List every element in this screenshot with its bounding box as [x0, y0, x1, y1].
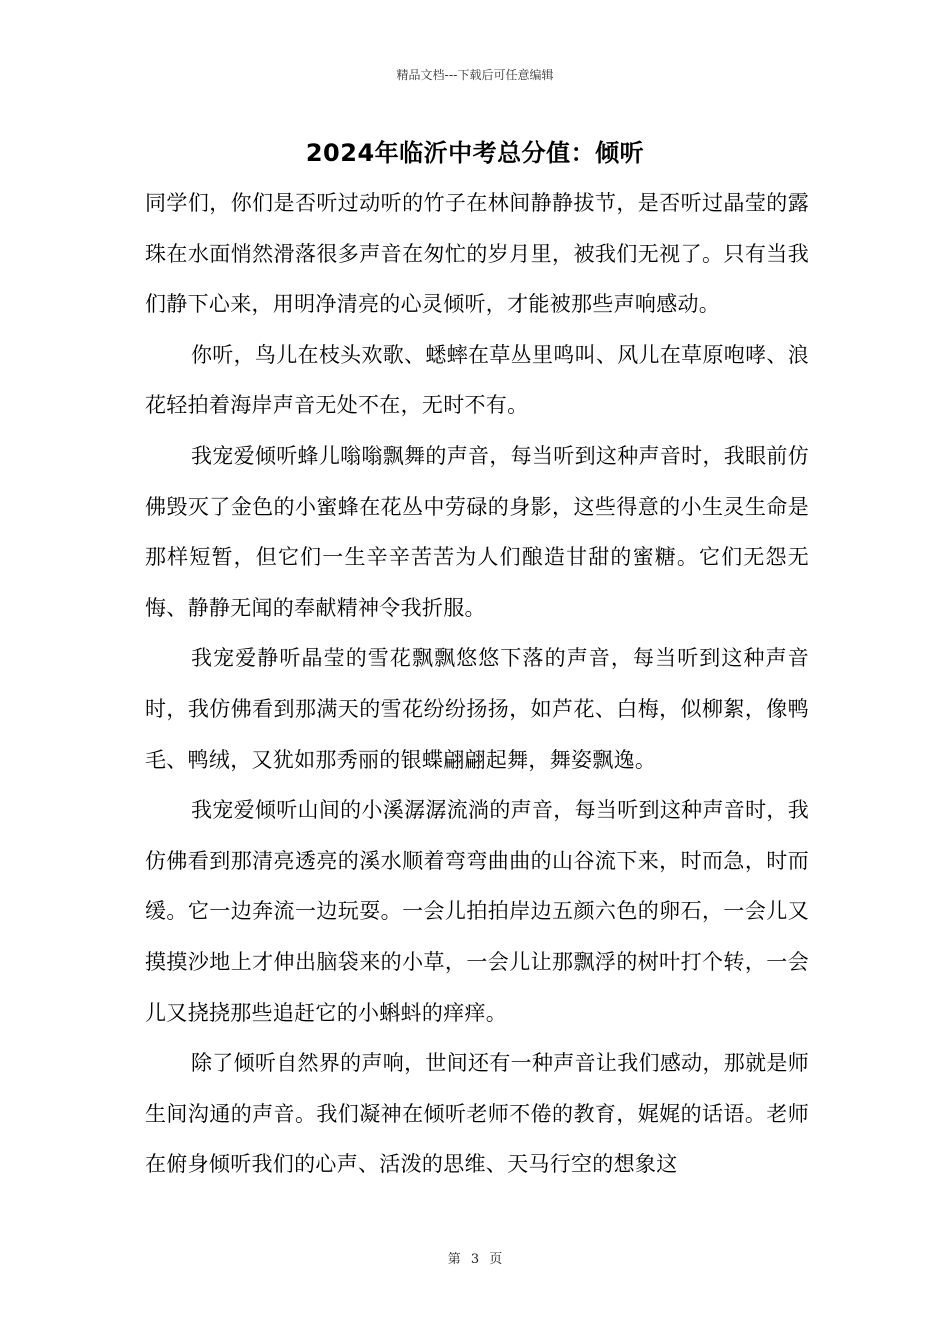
page-number-prefix: 第: [447, 1252, 461, 1267]
page-number: 3: [470, 1252, 480, 1267]
document-body: [145, 178, 809, 1190]
paragraph-5: 我宠爱倾听山间的小溪潺潺流淌的声音，每当听到这种声音时，我仿佛看到那清亮透亮的溪水顺着弯弯曲曲的山谷流下来，时而急，时而缓。它一边奔流一边玩耍。一会儿拍拍岸边五颜六色的卵石，一会儿又摸摸沙地上才伸出脑袋来的小草，一会儿让那飘浮的树叶打个转，一会儿又挠挠那些追赶它的小蝌蚪的痒痒。: [145, 798, 809, 1025]
page-number-suffix: 页: [489, 1252, 503, 1267]
paragraph-6: 除了倾听自然界的声响，世间还有一种声音让我们感动，那就是师生间沟通的声音。我们凝神在倾听老师不倦的教育，娓娓的话语。老师在俯身倾听我们的心声、活泼的思维、天马行空的想象这: [145, 1051, 809, 1177]
paragraph-4: 我宠爱静听晶莹的雪花飘飘悠悠下落的声音，每当听到这种声音时，我仿佛看到那满天的雪花纷纷扬扬，如芦花、白梅，似柳絮，像鸭毛、鸭绒，又犹如那秀丽的银蝶翩翩起舞，舞姿飘逸。: [145, 646, 809, 772]
document-title: 2024年临沂中考总分值：倾听: [305, 139, 645, 167]
page-footer: [0, 1248, 950, 1267]
paragraph-1: 同学们，你们是否听过动听的竹子在林间静静拔节，是否听过晶莹的露珠在水面悄然滑落很多声音在匆忙的岁月里，被我们无视了。只有当我们静下心来，用明净清亮的心灵倾听，才能被那些声响感动。: [145, 191, 809, 317]
paragraph-2: 你听，鸟儿在枝头欢歌、蟋蟀在草丛里鸣叫、风儿在草原咆哮、浪花轻拍着海岸声音无处不在，无时不有。: [145, 342, 809, 418]
page-header: 精品文档---下载后可任意编辑: [396, 68, 554, 82]
paragraph-3: 我宠爱倾听蜂儿嗡嗡飘舞的声音，每当听到这种声音时，我眼前仿佛毁灭了金色的小蜜蜂在花丛中劳碌的身影，这些得意的小生灵生命是那样短暂，但它们一生辛辛苦苦为人们酿造甘甜的蜜糖。它们无怨无悔、静静无闻的奉献精神令我折服。: [145, 443, 809, 620]
